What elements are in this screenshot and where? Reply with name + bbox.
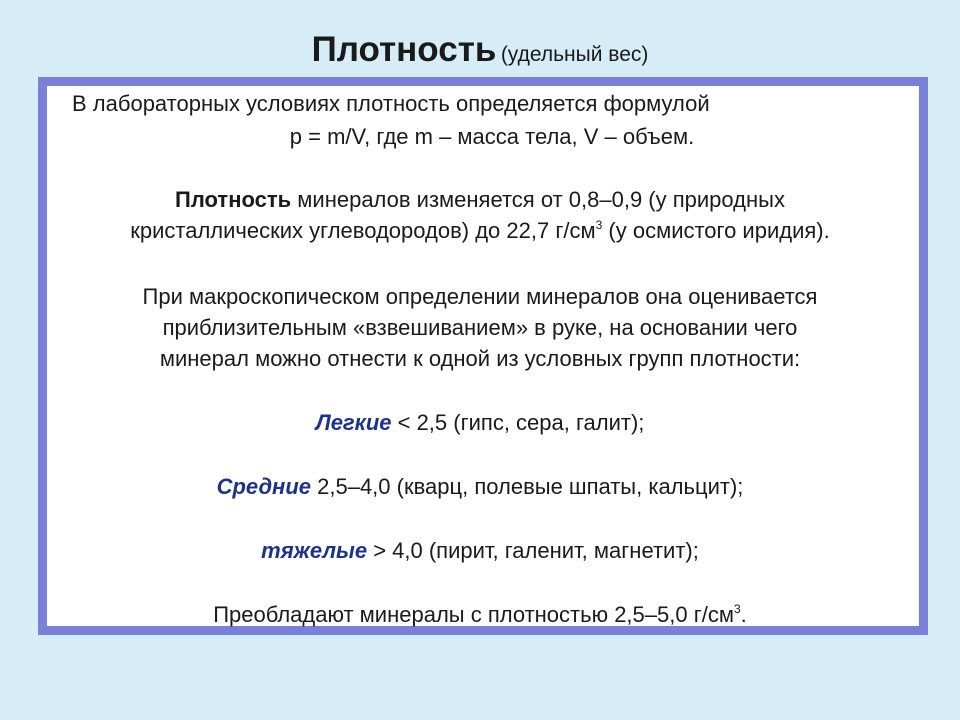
intro-line-2: p = m/V, где m – масса тела, V – объем. — [289, 124, 695, 149]
group-light-desc: < 2,5 (гипс, сера, галит); — [391, 410, 645, 435]
conclusion-end: . — [740, 602, 747, 627]
macro-line-1: При макроскопическом определении минералов она оценивается — [142, 284, 818, 309]
macro-line-3: минерал можно отнести к одной из условных групп плотности: — [159, 346, 801, 371]
group-light-name: Легкие — [315, 410, 392, 435]
group-light — [0, 408, 960, 438]
intro-line-1: В лабораторных условиях плотность определяется формулой — [72, 91, 710, 116]
group-heavy — [0, 536, 960, 566]
group-heavy-name: тяжелые — [261, 538, 368, 563]
slide-title — [0, 30, 960, 70]
group-medium — [0, 472, 960, 502]
group-medium-desc: 2,5–4,0 (кварц, полевые шпаты, кальцит); — [311, 474, 744, 499]
conclusion-superscript: 3 — [733, 602, 741, 616]
title-main: Плотность — [311, 30, 497, 69]
range-line-1 — [0, 185, 960, 215]
group-heavy-desc: > 4,0 (пирит, галенит, магнетит); — [367, 538, 699, 563]
range-line-2-end: (у осмистого иридия). — [602, 218, 830, 243]
range-line-1-text: минералов изменяется от 0,8–0,9 (у природных — [291, 187, 785, 212]
conclusion-text: Преобладают минералы с плотностью 2,5–5,0 г/см — [213, 602, 734, 627]
macro-line-2: приблизительным «взвешиванием» в руке, на основании чего — [162, 315, 798, 340]
group-medium-name: Средние — [216, 474, 312, 499]
conclusion-line — [0, 600, 960, 630]
range-line-2-text: кристаллических углеводородов) до 22,7 г/см — [130, 218, 596, 243]
range-line-2 — [0, 216, 960, 246]
range-superscript: 3 — [595, 218, 603, 232]
range-bold-term: Плотность — [175, 187, 292, 212]
title-subtitle: (удельный вес) — [500, 43, 649, 66]
